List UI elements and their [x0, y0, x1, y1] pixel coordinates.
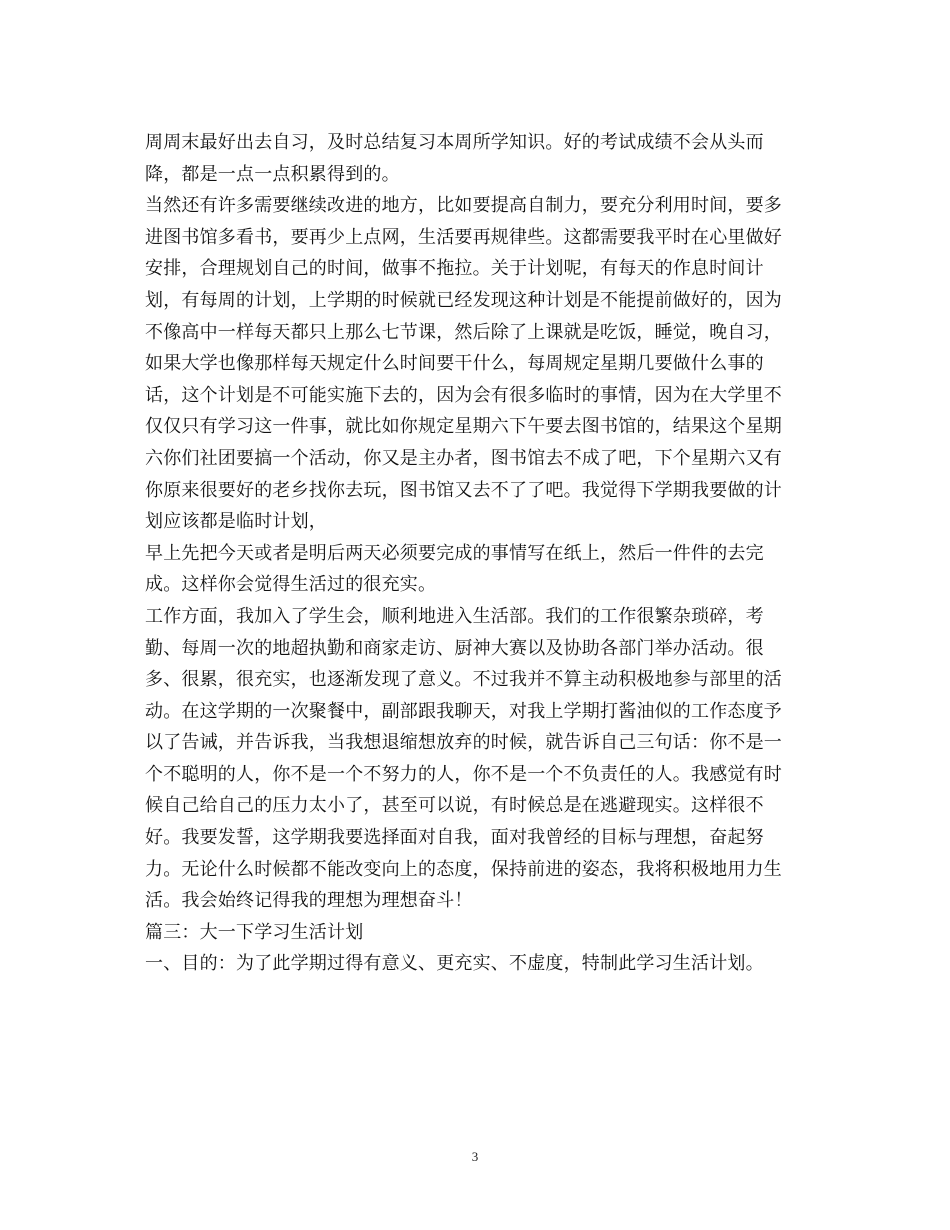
section-heading: 篇三：大一下学习生活计划: [145, 921, 364, 943]
paragraph-purpose: 一、目的：为了此学期过得有意义、更充实、不虚度，特制此学习生活计划。: [145, 953, 764, 975]
paragraph-work-reflection: 工作方面，我加入了学生会，顺利地进入生活部。我们的工作很繁杂琐碎，考勤、每周一次的地超执勤和商家走访、厨神大赛以及协助各部门举办活动。很多、很累，很充实，也逐渐发现了意义。不过我并不算主动积极地参与部里的活动。在这学期的一次聚餐中，副部跟我聊天，对我上学期打酱油似的工作态度予以了告诫，并告诉我，当我想退缩想放弃的时候，就告诉自己三句话：你不是一个不聪明的人，你不是一个不努力的人，你不是一个不负责任的人。我感觉有时候自己给自己的压力太小了，甚至可以说，有时候总是在逃避现实。这样很不好。我要发誓，这学期我要选择面对自我，面对我曾经的目标与理想，奋起努力。无论什么时候都不能改变向上的态度，保持前进的姿态，我将积极地用力生活。我会始终记得我的理想为理想奋斗！: [145, 605, 782, 912]
document-body: [145, 127, 795, 980]
paragraph-weekend-study: 周周末最好出去自习，及时总结复习本周所学知识。好的考试成绩不会从头而降，都是一点一点积累得到的。: [145, 132, 764, 185]
paragraph-daily-tasks: 早上先把今天或者是明后两天必须要完成的事情写在纸上，然后一件件的去完成。这样你会觉得生活过的很充实。: [145, 542, 764, 596]
page-number: 3: [471, 1149, 479, 1164]
paragraph-improvement-plan: 当然还有许多需要继续改进的地方，比如要提高自制力，要充分利用时间，要多进图书馆多看书，要再少上点网，生活要再规律些。这都需要我平时在心里做好安排，合理规划自己的时间，做事不拖拉。关于计划呢，有每天的作息时间计划，有每周的计划，上学期的时候就已经发现这种计划是不能提前做好的，因为不像高中一样每天都只上那么七节课，然后除了上课就是吃饭，睡觉，晚自习，如果大学也像那样每天规定什么时间要干什么，每周规定星期几要做什么事的话，这个计划是不可能实施下去的，因为会有很多临时的事情，因为在大学里不仅仅只有学习这一件事，就比如你规定星期六下午要去图书馆的，结果这个星期六你们社团要搞一个活动，你又是主办者，图书馆去不成了吧，下个星期六又有你原来很要好的老乡找你去玩，图书馆又去不了了吧。我觉得下学期我要做的计划应该都是临时计划，: [145, 195, 782, 533]
